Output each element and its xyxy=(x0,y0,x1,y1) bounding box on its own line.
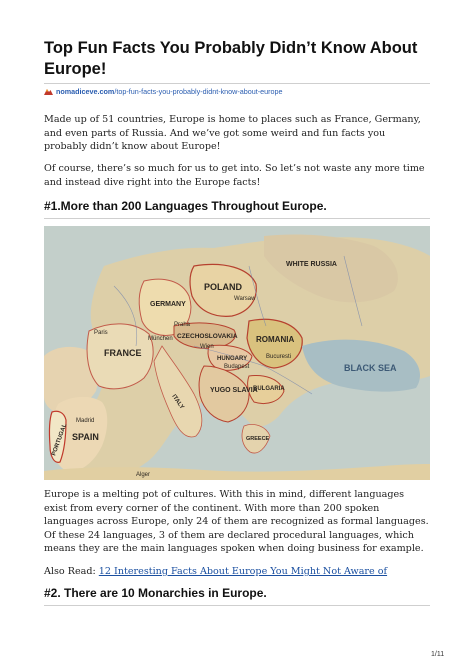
map-label-madrid: Madrid xyxy=(76,418,95,424)
map-label-yugoslavia: YUGO SLAVIA xyxy=(210,387,258,394)
map-label-munchen: München xyxy=(148,336,173,342)
map-label-warsaw: Warsaw xyxy=(234,296,256,302)
page-number: 1/11 xyxy=(431,651,445,658)
section-1-body: Europe is a melting pot of cultures. With this in mind, different languages exist from every corner of the continent. With more than 200 spoken languages across Europe, only 24 of them are recognized as formal languages. Of these 24 languages, 3 of them are declared procedural languages, which means they are the main languages spoken when doing business for example. xyxy=(44,489,429,555)
map-label-romania: ROMANIA xyxy=(256,335,295,344)
section-heading-2: #2. There are 10 Monarchies in Europe. xyxy=(44,586,267,600)
source-line xyxy=(44,87,283,97)
section-divider-1 xyxy=(44,218,430,219)
site-logo-icon xyxy=(44,87,53,95)
map-label-black-sea: BLACK SEA xyxy=(344,363,397,373)
map-label-hungary: HUNGARY xyxy=(217,356,248,362)
map-label-czech: CZECHOSLOVAKIA xyxy=(177,333,238,340)
section-heading-1: #1.More than 200 Languages Throughout Europe. xyxy=(44,199,327,213)
map-label-germany: GERMANY xyxy=(150,301,186,308)
map-label-white-russia: WHITE RUSSIA xyxy=(286,261,337,268)
also-read-link[interactable]: 12 Interesting Facts About Europe You Might Not Aware of xyxy=(98,566,388,577)
title-divider xyxy=(44,83,430,84)
map-label-alger: Alger xyxy=(136,472,151,478)
map-label-portugal: PORTUGAL xyxy=(51,422,69,457)
map-label-wien: Wien xyxy=(200,344,214,350)
map-label-spain: SPAIN xyxy=(72,432,99,442)
map-label-greece: GREECE xyxy=(246,436,270,442)
map-label-praha: Praha xyxy=(174,322,191,328)
section-divider-2 xyxy=(44,605,430,606)
also-read-line: Also Read: 12 Interesting Facts About Europe You Might Not Aware of xyxy=(44,566,388,577)
map-label-budapest: Budapest xyxy=(224,364,250,370)
page-title: Top Fun Facts You Probably Didn’t Know About Europe! xyxy=(44,39,418,78)
source-link[interactable]: nomadiceve.com/top-fun-facts-you-probably-didnt-know-about-europe xyxy=(56,87,283,96)
map-label-bucuresti: Bucuresti xyxy=(266,354,292,360)
map-label-poland: POLAND xyxy=(204,282,242,292)
intro-paragraph-1: Made up of 51 countries, Europe is home to places such as France, Germany, and even parts of Russia. And we’ve got some weird and fun facts you probably didn’t know about Europe! xyxy=(44,114,421,153)
map-label-paris: Paris xyxy=(94,330,108,336)
intro-paragraph-2: Of course, there’s so much for us to get into. So let’s not waste any more time and instead dive right into the Europe facts! xyxy=(44,163,425,188)
europe-map-image xyxy=(44,226,430,480)
map-label-italy: ITALY xyxy=(170,393,185,411)
map-label-bulgaria: BULGARIA xyxy=(253,386,285,392)
map-label-france: FRANCE xyxy=(104,348,142,358)
europe-map xyxy=(44,226,430,480)
